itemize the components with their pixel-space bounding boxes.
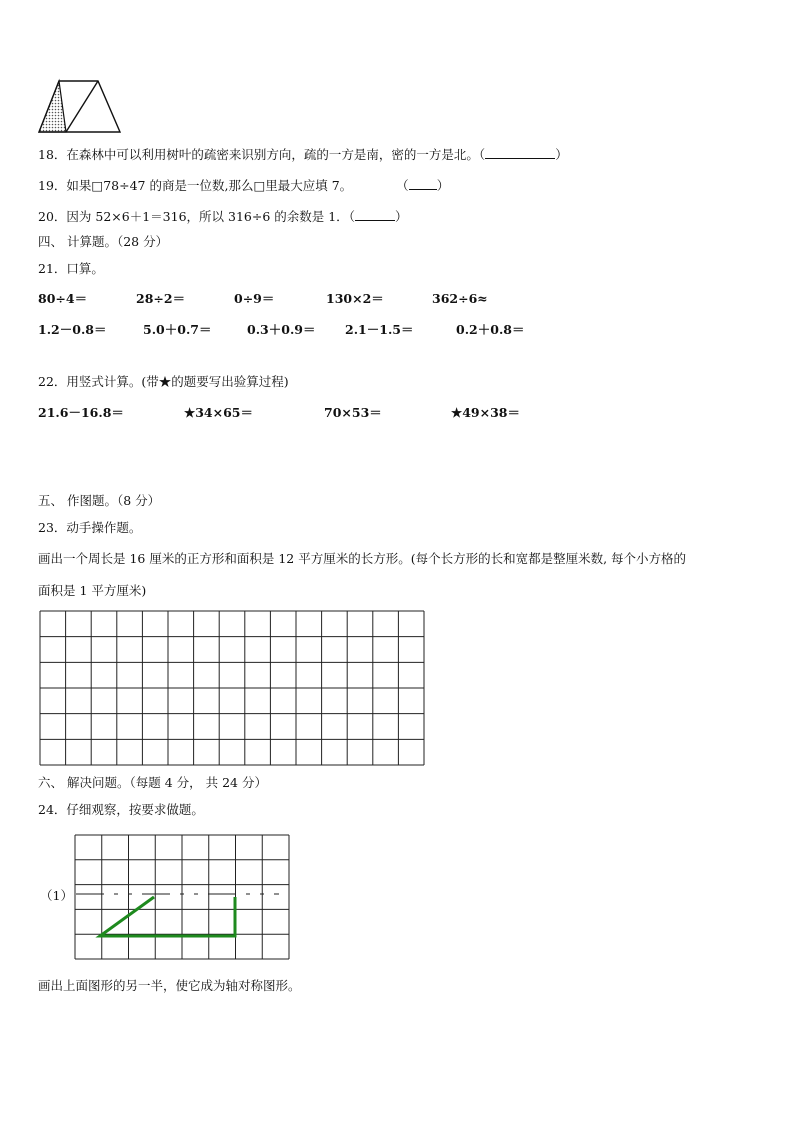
answer-blank[interactable] — [485, 146, 555, 159]
oral-calc-item: 80÷4＝ — [38, 291, 88, 306]
answer-blank[interactable] — [355, 208, 395, 221]
vertical-calc-item: 21.6－16.8＝ — [38, 405, 124, 420]
question-22-title: 22．用竖式计算。(带★的题要写出验算过程) — [38, 374, 289, 389]
question-21-title: 21．口算。 — [38, 261, 104, 276]
oral-calc-item: 362÷6≈ — [432, 291, 488, 306]
symmetry-grid[interactable] — [73, 833, 291, 961]
question-24-title: 24．仔细观察，按要求做题。 — [38, 802, 204, 817]
vertical-calc-item: ★49×38＝ — [451, 405, 520, 420]
oral-calc-item: 5.0＋0.7＝ — [143, 322, 212, 337]
question-23-text-line1: 画出一个周长是 16 厘米的正方形和面积是 12 平方厘米的长方形。(每个长方形的长和宽都是整厘米数, 每个小方格的 — [38, 551, 687, 566]
part-label: （1） — [40, 888, 73, 903]
oral-calc-item: 0÷9＝ — [234, 291, 275, 306]
question-24-instruction: 画出上面图形的另一半，使它成为轴对称图形。 — [38, 978, 301, 993]
question-23-title: 23．动手操作题。 — [38, 520, 142, 535]
answer-blank[interactable] — [409, 177, 437, 190]
oral-calc-item: 0.3＋0.9＝ — [247, 322, 316, 337]
section-4-title: 四、 计算题。（28 分） — [38, 234, 169, 249]
section-5-title: 五、 作图题。（8 分） — [38, 493, 161, 508]
section-6-title: 六、 解决问题。（每题 4 分， 共 24 分） — [38, 775, 267, 790]
oral-calc-item: 1.2－0.8＝ — [38, 322, 107, 337]
shaded-triangle — [39, 81, 66, 132]
question-19: 19．如果□78÷47 的商是一位数,那么□里最大应填 7。 （ ） — [38, 178, 450, 193]
oral-calc-item: 130×2＝ — [326, 291, 384, 306]
question-20: 20．因为 52×6＋1＝316，所以 316÷6 的余数是 1．（ ） — [38, 209, 408, 224]
half-shape — [100, 897, 235, 936]
question-18: 18．在森林中可以利用树叶的疏密来识别方向，疏的一方是南，密的一方是北。（ ） — [38, 147, 568, 162]
oral-calc-item: 28÷2＝ — [136, 291, 186, 306]
vertical-calc-item: 70×53＝ — [324, 405, 382, 420]
trapezoid-figure — [36, 78, 124, 136]
vertical-calc-item: ★34×65＝ — [184, 405, 253, 420]
oral-calc-item: 0.2＋0.8＝ — [456, 322, 525, 337]
question-23-text-line2: 面积是 1 平方厘米) — [38, 583, 147, 598]
oral-calc-item: 2.1－1.5＝ — [345, 322, 414, 337]
drawing-grid[interactable] — [38, 609, 426, 767]
